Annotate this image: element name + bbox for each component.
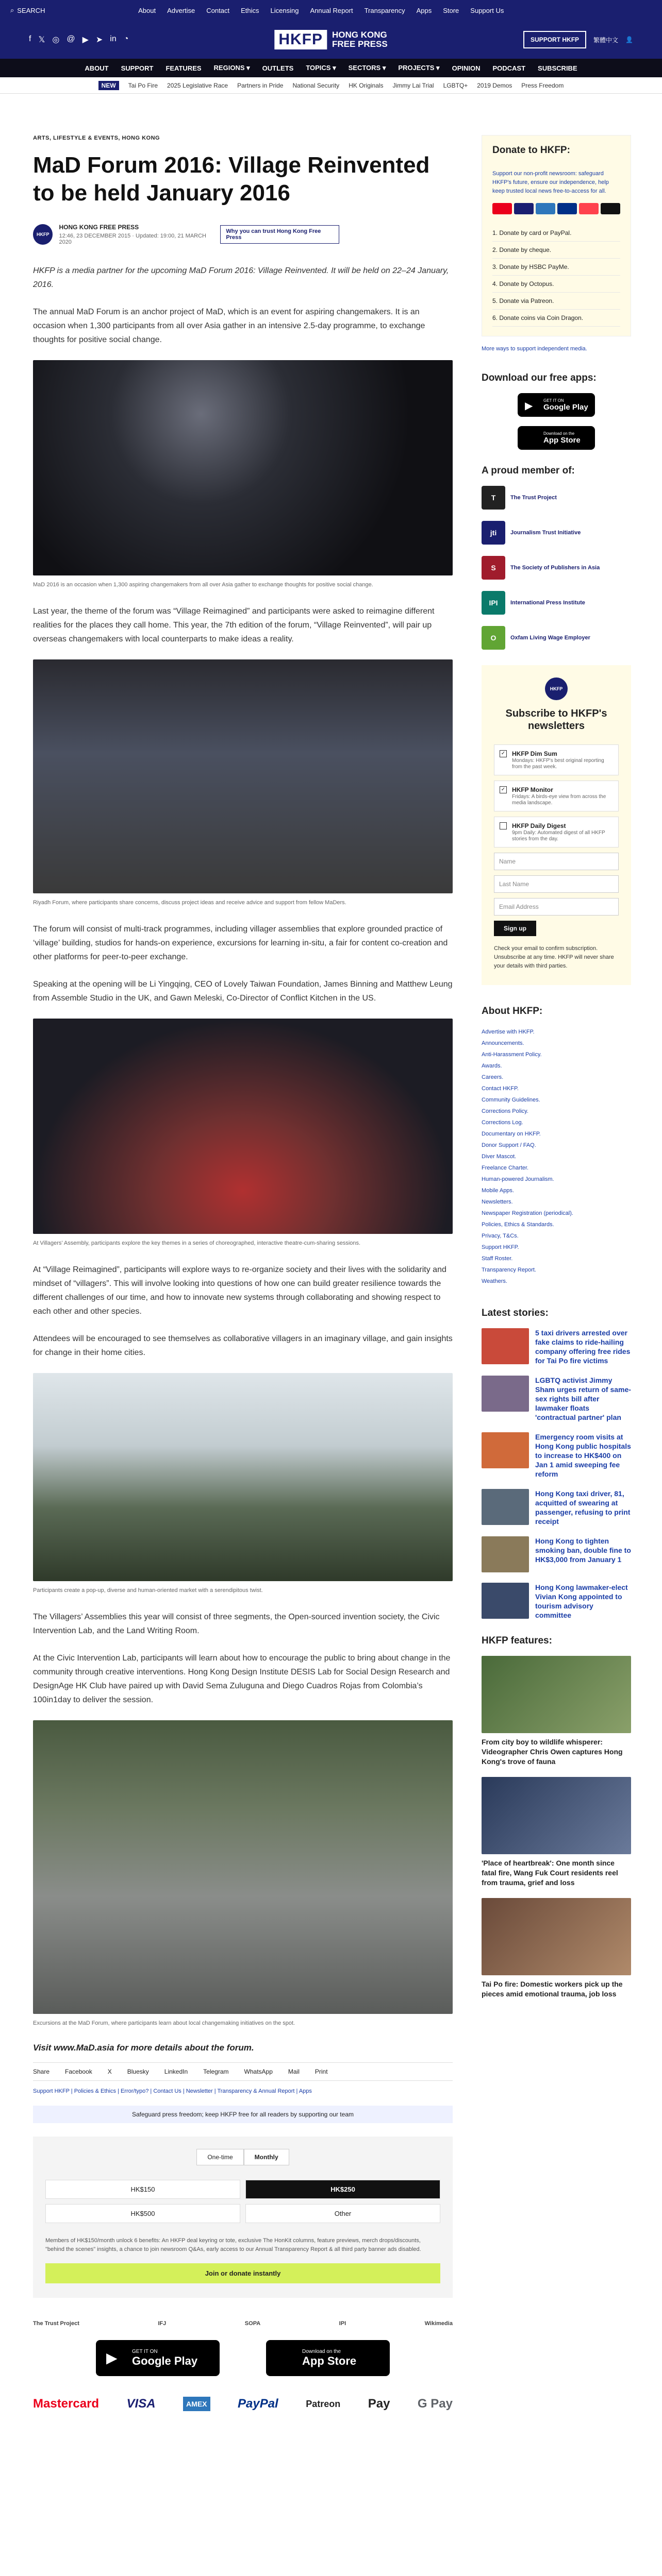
article-footer-links[interactable]: Support HKFP | Policies & Ethics | Error/typo? | Contact Us | Newsletter | Transparency & Annual Report | Apps <box>33 2088 312 2094</box>
donate-option[interactable]: 3. Donate by HSBC PayMe. <box>492 259 620 276</box>
new-badge: NEW <box>98 81 119 90</box>
share-telegram[interactable]: Telegram <box>203 2068 229 2075</box>
about-link[interactable]: Corrections Log. <box>482 1120 523 1126</box>
apple-pay-icon <box>601 203 620 214</box>
google-play-icon: ▶ <box>525 400 533 412</box>
partner-logo[interactable]: Wikimedia <box>424 2320 453 2327</box>
masthead <box>0 21 662 59</box>
paypal-icon <box>557 203 577 214</box>
mastercard-icon <box>492 203 512 214</box>
member-logo[interactable]: O Oxfam Living Wage Employer <box>482 626 631 650</box>
hkfp-logo-small: HKFP <box>545 677 568 700</box>
rss-icon[interactable]: ◔ <box>123 35 129 43</box>
story-thumbnail <box>482 1328 529 1364</box>
safeguard-banner[interactable]: Safeguard press freedom; keep HKFP free for all readers by supporting our team <box>33 2106 453 2123</box>
story-thumbnail <box>482 1536 529 1572</box>
about-link[interactable]: Freelance Charter. <box>482 1165 529 1171</box>
about-link[interactable]: Community Guidelines. <box>482 1097 540 1103</box>
partner-logos <box>33 2320 453 2327</box>
top-link[interactable]: Annual Report <box>310 6 353 14</box>
publish-date: 12:46, 23 DECEMBER 2015 · Updated: 19:00, 21 MARCH 2020 <box>59 233 206 245</box>
top-bar <box>0 0 662 21</box>
sidebar <box>482 135 631 2420</box>
story-item[interactable]: Hong Kong to tighten smoking ban, double fine to HK$3,000 from January 1 <box>482 1536 631 1572</box>
social-links <box>29 35 128 45</box>
about-link[interactable]: Documentary on HKFP. <box>482 1131 541 1137</box>
google-play-icon: ▶ <box>106 2350 118 2366</box>
article <box>33 135 453 2420</box>
partner-logo[interactable]: The Trust Project <box>33 2320 79 2327</box>
photo-caption: Excursions at the MaD Forum, where participants learn about local changemaking initiatives on the spot. <box>33 2020 295 2026</box>
nav-item[interactable]: TOPICS ▾ <box>306 64 336 72</box>
donate-option[interactable]: 1. Donate by card or PayPal. <box>492 225 620 242</box>
assembly-photo <box>33 1019 453 1234</box>
amex-logo: AMEX <box>183 2397 210 2411</box>
donate-title: Donate to HKFP: <box>492 145 570 156</box>
photo-caption: At Villagers’ Assembly, participants explore the key themes in a series of choreographed, interactive theatre-cum-sharing sessions. <box>33 1240 361 1246</box>
about-link[interactable]: Support HKFP. <box>482 1244 519 1250</box>
share-facebook[interactable]: Facebook <box>65 2068 92 2075</box>
nav-item[interactable]: SUPPORT <box>121 64 154 72</box>
trending-link[interactable]: Jimmy Lai Trial <box>392 81 434 89</box>
google-pay-logo: G Pay <box>417 2397 453 2411</box>
partner-logo[interactable]: SOPA <box>244 2320 261 2327</box>
article-categories[interactable]: ARTS, LIFESTYLE & EVENTS, HONG KONG <box>33 135 160 141</box>
sopa-icon: S <box>482 556 505 580</box>
about-link[interactable]: Contact HKFP. <box>482 1086 519 1092</box>
paragraph: Speaking at the opening will be Li Yingqing, CEO of Lovely Taiwan Foundation, James Binning and Matthew Leung from Assemble Studio in the UK, and Gawn Meleski, Co-Director of Conflict Kitchen in the US. <box>33 980 453 1003</box>
story-item[interactable]: 5 taxi drivers arrested over fake claims to ride-hailing company offering free rides for Tai Po fire victims <box>482 1328 631 1365</box>
top-link[interactable]: Contact <box>206 6 230 14</box>
nav-item[interactable]: OPINION <box>452 64 481 72</box>
share-bluesky[interactable]: Bluesky <box>127 2068 149 2075</box>
x-icon[interactable]: 𝕏 <box>38 36 45 44</box>
amex-icon <box>536 203 555 214</box>
newsletter-title: Subscribe to HKFP's newsletters <box>505 708 607 732</box>
newsletter-option[interactable]: HKFP Daily Digest 9pm Daily: Automated digest of all HKFP stories from the day. <box>494 817 619 848</box>
trending-link[interactable]: Tai Po Fire <box>128 81 158 89</box>
newsletter-option[interactable]: ✓ HKFP Monitor Fridays: A birds-eye view from across the media landscape. <box>494 781 619 811</box>
about-link[interactable]: Newspaper Registration (periodical). <box>482 1210 573 1216</box>
trending-link[interactable]: LGBTQ+ <box>443 81 468 89</box>
nav-item[interactable]: SUBSCRIBE <box>538 64 577 72</box>
share-bar <box>33 2062 453 2081</box>
partner-logo[interactable]: IPI <box>339 2320 346 2327</box>
amount-option-other[interactable]: Other <box>245 2204 440 2223</box>
paragraph: At the Civic Intervention Lab, participants will learn about how to encourage the public to bring about change in the community through creative interventions. Hong Kong Design Institute DESIS Lab for Social Design Research and DesignAge HK Club have paired up with David Sema Zuluguna and Diego Cuadros Rojas from Colombia’s 100in1day to deliver the session. <box>33 1654 451 1704</box>
byline <box>33 224 453 245</box>
about-link[interactable]: Policies, Ethics & Standards. <box>482 1222 554 1228</box>
about-link[interactable]: Diver Mascot. <box>482 1154 517 1160</box>
feature-item[interactable]: Tai Po fire: Domestic workers pick up the pieces amid emotional trauma, job loss <box>482 1898 631 1999</box>
donate-option[interactable]: 5. Donate via Patreon. <box>492 293 620 310</box>
about-link[interactable]: Weathers. <box>482 1278 507 1284</box>
oxfam-icon: O <box>482 626 505 650</box>
name-field[interactable]: Name <box>494 853 619 870</box>
member-logo[interactable]: T The Trust Project <box>482 486 631 510</box>
mastercard-logo: Mastercard <box>33 2397 100 2411</box>
amount-options <box>45 2180 440 2223</box>
nav-item[interactable]: FEATURES <box>166 64 202 72</box>
search-icon: ⌕ <box>10 6 14 14</box>
visa-icon <box>514 203 534 214</box>
donate-option[interactable]: 4. Donate by Octopus. <box>492 276 620 293</box>
member-logo[interactable]: S The Society of Publishers in Asia <box>482 556 631 580</box>
member-benefits: Members of HK$150/month unlock 6 benefits: An HKFP deal keyring or tote, exclusive The HonKit columns, feature previews, merch drops/discounts, "behind the scenes" insights, a chance to join newsroom Q&As, early access to our Annual Transparency Report & all third party banner ads disabled. <box>45 2238 421 2252</box>
about-links <box>482 1026 631 1287</box>
trending-nav <box>0 77 662 94</box>
article-title: MaD Forum 2016: Village Reinvented to be held January 2016 <box>33 152 430 206</box>
sidebar-app-store[interactable]: Download on the App Store <box>518 426 595 450</box>
donate-option[interactable]: 2. Donate by cheque. <box>492 242 620 259</box>
photo-caption: MaD 2016 is an occasion when 1,300 aspiring changemakers from all over Asia gather to exchange thoughts for positive social change. <box>33 582 373 588</box>
author-name[interactable]: HONG KONG FREE PRESS <box>59 224 139 231</box>
nav-item[interactable]: OUTLETS <box>262 64 294 72</box>
forum-hall-photo <box>33 360 453 575</box>
donation-widget <box>33 2137 453 2298</box>
member-logo[interactable]: IPI International Press Institute <box>482 591 631 615</box>
sidebar-google-play[interactable]: ▶ GET IT ON Google Play <box>518 393 595 417</box>
checkbox-checked[interactable]: ✓ <box>500 750 507 757</box>
features-title: HKFP features: <box>482 1635 552 1646</box>
feature-image <box>482 1777 631 1854</box>
user-icon[interactable]: 👤 <box>625 36 633 43</box>
trending-link[interactable]: 2025 Legislative Race <box>167 81 228 89</box>
threads-icon[interactable]: @ <box>67 35 75 43</box>
story-thumbnail <box>482 1489 529 1525</box>
about-link[interactable]: Transparency Report. <box>482 1267 536 1273</box>
paragraph: The Villagers’ Assemblies this year will consist of three segments, the Open-sourced invention society, the Civic Intervention Lab, and the Land Writing Room. <box>33 1613 440 1635</box>
paragraph: The forum will consist of multi-track programmes, including villager assemblies that explore grounded practice of ‘village’ building, studios for hands-on experience, excursions for learning in-situ, a fair for content co-creation and other platforms for peer-to-peer exchange. <box>33 925 448 961</box>
email-field[interactable]: Email Address <box>494 898 619 916</box>
market-photo <box>33 1373 453 1581</box>
payment-methods <box>33 2397 453 2411</box>
facebook-icon[interactable]: f <box>29 35 31 43</box>
story-item[interactable]: Hong Kong lawmaker-elect Vivian Kong appointed to tourism advisory committee <box>482 1583 631 1620</box>
monthly-option[interactable]: Monthly <box>244 2149 289 2165</box>
join-button[interactable]: Join or donate instantly <box>45 2263 440 2283</box>
share-print[interactable]: Print <box>315 2068 328 2075</box>
trending-link[interactable]: Partners in Pride <box>237 81 284 89</box>
story-thumbnail <box>482 1583 529 1619</box>
share-mail[interactable]: Mail <box>288 2068 300 2075</box>
checkbox[interactable] <box>500 822 507 829</box>
paragraph: At “Village Reimagined”, participants will explore ways to re-organize society and their lives with the solidarity and mindset of “villagers”. This will involve looking into questions of how one can build greater resilience towards the different challenges of our time, and how to innovate new systems through collaborating and showing respect to each other and other species. <box>33 1265 446 1316</box>
share-whatsapp[interactable]: WhatsApp <box>244 2068 273 2075</box>
top-link[interactable]: Apps <box>416 6 432 14</box>
about-link[interactable]: Newsletters. <box>482 1199 513 1205</box>
trust-link[interactable]: Why you can trust Hong Kong Free Press <box>220 225 339 244</box>
about-link[interactable]: Corrections Policy. <box>482 1108 528 1114</box>
google-play-button[interactable]: ▶ GET IT ON Google Play <box>96 2340 220 2376</box>
ipi-icon: IPI <box>482 591 505 615</box>
trending-link[interactable]: Press Freedom <box>521 81 564 89</box>
language-link[interactable]: 繁體中文 <box>593 36 619 44</box>
donate-options <box>492 225 620 327</box>
linkedin-icon[interactable]: in <box>110 35 117 43</box>
share-linkedin[interactable]: LinkedIn <box>164 2068 188 2075</box>
visit-link[interactable]: Visit www.MaD.asia for more details about the forum. <box>33 2043 254 2053</box>
apps-title: Download our free apps: <box>482 372 597 383</box>
nav-item[interactable]: PODCAST <box>492 64 526 72</box>
logo-line-1: HONG KONG <box>332 30 387 40</box>
search-button[interactable]: ⌕ SEARCH <box>10 6 45 14</box>
amount-option[interactable]: HK$500 <box>45 2204 240 2223</box>
instagram-icon[interactable]: ◎ <box>52 36 60 44</box>
telegram-icon[interactable]: ➤ <box>95 36 103 44</box>
top-link[interactable]: Transparency <box>364 6 405 14</box>
member-title: A proud member of: <box>482 465 575 476</box>
donate-option[interactable]: 6. Donate coins via Coin Dragon. <box>492 310 620 327</box>
main-nav <box>0 59 662 77</box>
about-title: About HKFP: <box>482 1006 543 1016</box>
about-link[interactable]: Staff Roster. <box>482 1256 513 1262</box>
apple-pay-logo: Pay <box>368 2397 390 2411</box>
nav-item[interactable]: ABOUT <box>85 64 109 72</box>
card-logos <box>492 203 620 214</box>
paypal-logo: PayPal <box>237 2397 278 2411</box>
top-link[interactable]: Ethics <box>241 6 259 14</box>
excursion-photo <box>33 1720 453 2014</box>
nav-item[interactable]: PROJECTS ▾ <box>398 64 440 72</box>
group-photo <box>33 659 453 893</box>
about-link[interactable]: Human-powered Journalism. <box>482 1176 554 1182</box>
signup-button[interactable]: Sign up <box>494 921 536 936</box>
trust-project-icon: T <box>482 486 505 510</box>
more-ways-link[interactable]: More ways to support independent media. <box>482 346 587 352</box>
paragraph: Last year, the theme of the forum was “Village Reimagined” and participants were asked to reimagine different realities for the places they call home. This year, the 7th edition of the forum, “Village Reinvented”, will pair up overseas changemakers with local counterparts to make ideas a reality. <box>33 607 435 643</box>
youtube-icon[interactable]: ▶ <box>82 36 89 44</box>
top-nav <box>0 7 652 14</box>
feature-image <box>482 1898 631 1975</box>
nav-item[interactable]: REGIONS ▾ <box>213 64 250 72</box>
top-link[interactable]: About <box>138 6 156 14</box>
stories-title: Latest stories: <box>482 1308 549 1318</box>
donate-widget <box>482 135 631 336</box>
partner-logo[interactable]: IFJ <box>158 2320 167 2327</box>
jti-icon: jti <box>482 521 505 545</box>
last-name-field[interactable]: Last Name <box>494 875 619 893</box>
story-thumbnail <box>482 1432 529 1468</box>
donate-link[interactable]: Support our non-profit newsroom: safeguard HKFP's future, ensure our independence, help keep trusted local news free-to-access for all. <box>492 171 609 194</box>
story-thumbnail <box>482 1376 529 1412</box>
about-link[interactable]: Donor Support / FAQ. <box>482 1142 536 1148</box>
author-avatar: HKFP <box>33 224 53 245</box>
top-link[interactable]: Store <box>443 6 459 14</box>
visa-logo: VISA <box>126 2397 156 2411</box>
trending-link[interactable]: National Security <box>292 81 340 89</box>
checkbox-checked[interactable]: ✓ <box>500 786 507 793</box>
newsletter-widget <box>482 665 631 985</box>
patreon-logo: Patreon <box>306 2398 341 2409</box>
paragraph: The annual MaD Forum is an anchor project of MaD, which is an event for aspiring changemakers. It is an occasion when 1,300 participants from all over Asia gather in an intensive 2.5-day programme, to exchange thoughts for positive social change. <box>33 308 425 344</box>
one-time-option[interactable]: One-time <box>196 2149 243 2165</box>
app-store-button[interactable]: Download on the App Store <box>266 2340 390 2376</box>
feature-image <box>482 1656 631 1733</box>
about-link[interactable]: Advertise with HKFP. <box>482 1029 535 1035</box>
about-link[interactable]: Privacy, T&Cs. <box>482 1233 519 1239</box>
top-link[interactable]: Support Us <box>470 6 504 14</box>
logo-line-2: FREE PRESS <box>332 39 388 49</box>
support-button[interactable]: SUPPORT HKFP <box>523 31 586 48</box>
trending-link[interactable]: HK Originals <box>349 81 384 89</box>
newsletter-option[interactable]: ✓ HKFP Dim Sum Mondays: HKFP's best original reporting from the past week. <box>494 744 619 775</box>
trending-link[interactable]: 2019 Demos <box>477 81 512 89</box>
share-x[interactable]: X <box>107 2068 112 2075</box>
about-link[interactable]: Mobile Apps. <box>482 1188 514 1194</box>
member-logo[interactable]: jti Journalism Trust Initiative <box>482 521 631 545</box>
intro-paragraph: HKFP is a media partner for the upcoming MaD Forum 2016: Village Reinvented. It will be held on 22–24 January, 2016. <box>33 266 449 289</box>
site-logo[interactable]: HKFP HONG KONG FREE PRESS <box>274 30 387 49</box>
about-link[interactable]: Announcements. <box>482 1040 524 1046</box>
photo-caption: Riyadh Forum, where participants share concerns, discuss project ideas and receive advice and support from fellow MaDers. <box>33 900 346 906</box>
top-link[interactable]: Licensing <box>270 6 299 14</box>
about-link[interactable]: Anti-Harassment Policy. <box>482 1052 542 1058</box>
about-link[interactable]: Careers. <box>482 1074 504 1080</box>
feature-item[interactable]: From city boy to wildlife whisperer: Videographer Chris Owen captures Hong Kong's trove of fauna <box>482 1656 631 1767</box>
frequency-toggle <box>45 2149 440 2165</box>
story-item[interactable]: LGBTQ activist Jimmy Sham urges return of same-sex rights bill after lawmaker floats 'contractual partner' plan <box>482 1376 631 1422</box>
nav-item[interactable]: SECTORS ▾ <box>348 64 386 72</box>
newsletter-note: Check your email to confirm subscription. Unsubscribe at any time. HKFP will never share your details with third parties. <box>494 945 614 969</box>
top-link[interactable]: Advertise <box>167 6 195 14</box>
about-link[interactable]: Awards. <box>482 1063 502 1069</box>
patreon-icon <box>579 203 599 214</box>
app-store-buttons <box>33 2340 453 2376</box>
story-item[interactable]: Emergency room visits at Hong Kong public hospitals to increase to HK$400 on Jan 1 amid sweeping fee reform <box>482 1432 631 1479</box>
share-label: Share <box>33 2068 50 2075</box>
story-item[interactable]: Hong Kong taxi driver, 81, acquitted of swearing at passenger, refusing to print receipt <box>482 1489 631 1526</box>
amount-option[interactable]: HK$150 <box>45 2180 240 2199</box>
photo-caption: Participants create a pop-up, diverse and human-oriented market with a serendipitous twist. <box>33 1587 263 1594</box>
paragraph: Attendees will be encouraged to see themselves as collaborative villagers in an imaginary village, and gain insights for change in their home cities. <box>33 1334 453 1357</box>
feature-item[interactable]: 'Place of heartbreak': One month since fatal fire, Wang Fuk Court residents reel from trauma, grief and loss <box>482 1777 631 1888</box>
amount-option-selected[interactable]: HK$250 <box>245 2180 440 2199</box>
